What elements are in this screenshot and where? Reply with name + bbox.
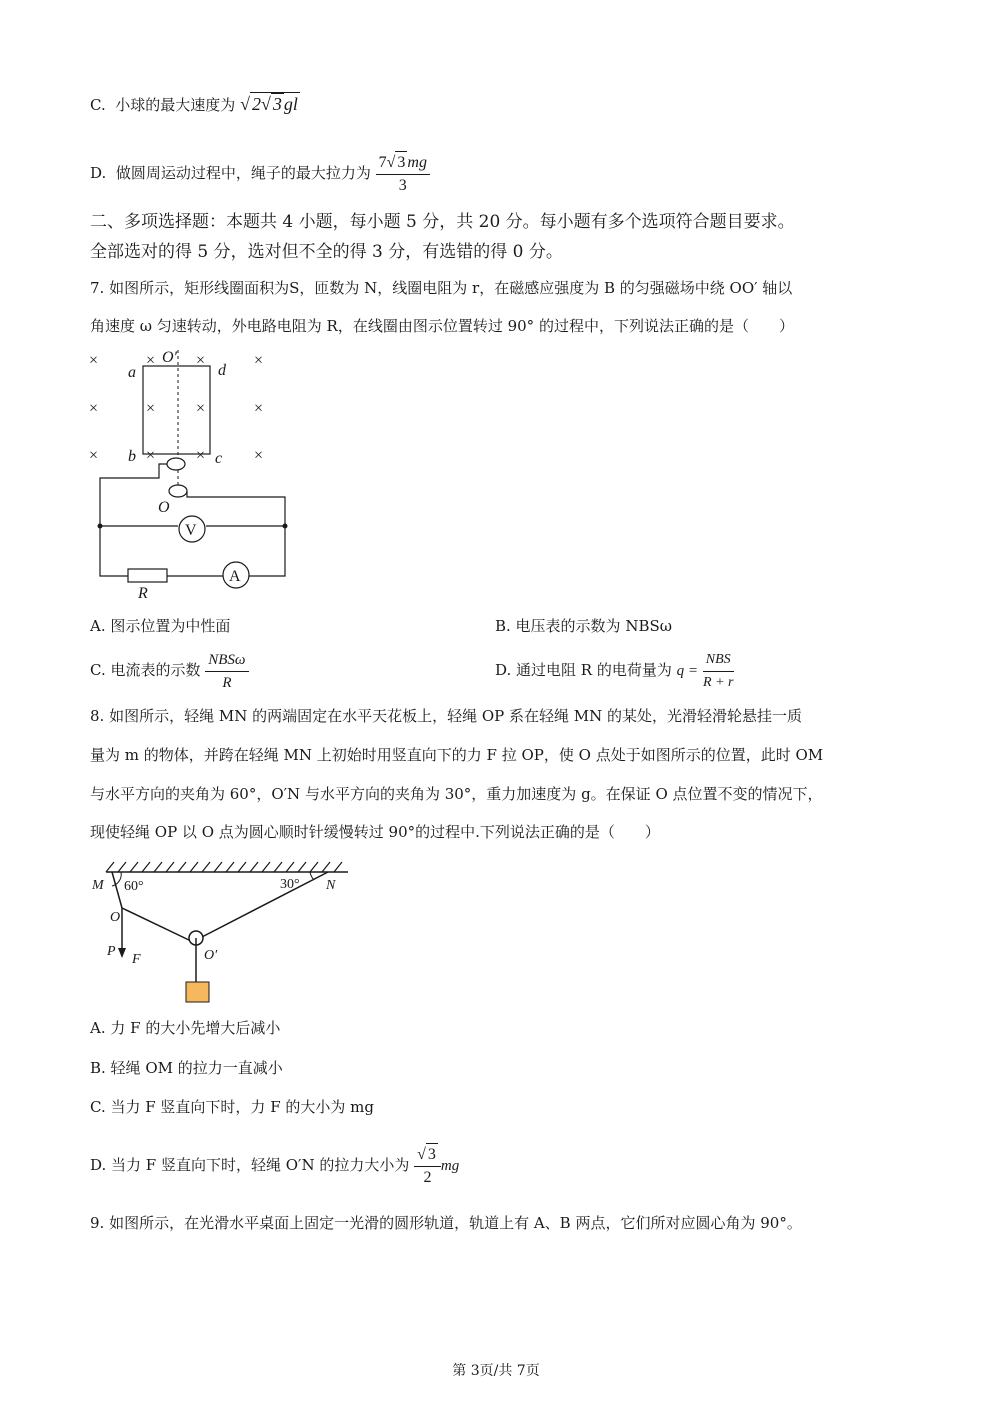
q7-option-a: A. 图示位置为中性面 — [90, 617, 231, 635]
angle-30: 30° — [280, 877, 300, 892]
q6-c-expression: √ 2√ 3 gl — [240, 94, 298, 114]
cross-mark: × — [254, 352, 264, 369]
q6-option-d: D. 做圆周运动过程中，绳子的最大拉力为 $\frac{7√ 3 mg}{3}$ — [90, 148, 430, 198]
q7-option-d: D. 通过电阻 R 的电荷量为 q = $\frac{\text{NBS}}{R + r}$ — [495, 646, 734, 694]
q8-stem-line-2: 量为 m 的物体，并跨在轻绳 MN 上初始时用竖直向下的力 F 拉 OP，使 O 点处于如图所示的位置，此时 OM — [90, 746, 824, 764]
cross-mark: × — [196, 352, 206, 369]
q8-option-c: C. 当力 F 竖直向下时，力 F 的大小为 mg — [90, 1098, 374, 1116]
cross-mark: × — [89, 352, 99, 369]
q7-c-fraction: $\frac{\text{NBSω}}{R}$ — [205, 649, 248, 694]
q8-stem-line-3: 与水平方向的夹角为 60°，O′N 与水平方向的夹角为 30°，重力加速度为 g。在保证 O 点位置不变的情况下， — [90, 785, 823, 803]
angle-60: 60° — [124, 879, 144, 894]
ammeter-label: A — [229, 568, 241, 585]
cross-mark: × — [146, 400, 156, 417]
cross-mark: × — [196, 400, 206, 417]
q8-d-fraction: $\frac{√ 3}{2}$ — [414, 1143, 441, 1189]
label-m: M — [92, 878, 104, 893]
label-d: d — [218, 362, 226, 379]
q6-option-c: C. 小球的最大速度为 √ 2√ 3 gl — [90, 94, 298, 114]
q7-stem-line-2: 角速度 ω 匀速转动，外电路电阻为 R，在线圈由图示位置转过 90° 的过程中，下列说法正确的是（ ） — [90, 317, 794, 335]
q8-option-d: D. 当力 F 竖直向下时，轻绳 O′N 的拉力大小为 $\frac{√ 3}{2}$ mg — [90, 1138, 459, 1192]
q8-stem-line-4: 现使轻绳 OP 以 O 点为圆心顺时针缓慢转过 90°的过程中.下列说法正确的是（ ） — [90, 823, 660, 841]
section-2-line-2: 全部选对的得 5 分，选对但不全的得 3 分，有选错的得 0 分。 — [90, 242, 563, 262]
cross-mark: × — [254, 447, 264, 464]
cross-mark: × — [89, 447, 99, 464]
q7-stem-line-1: 7. 如图所示，矩形线圈面积为S，匝数为 N，线圈电阻为 r，在磁感应强度为 B 的匀强磁场中绕 OO′ 轴以 — [90, 279, 793, 297]
q8-rope-figure — [88, 858, 358, 1008]
label-b: b — [128, 448, 136, 465]
cross-mark: × — [146, 447, 156, 464]
label-o: O — [158, 499, 170, 516]
label-o-prime: O′ — [204, 948, 218, 963]
label-n: N — [326, 878, 336, 893]
label-p: P — [107, 944, 116, 959]
page-footer: 第 3页/共 7页 — [452, 1363, 540, 1379]
cross-mark: × — [146, 352, 156, 369]
label-r: R — [138, 585, 148, 602]
cross-mark: × — [89, 400, 99, 417]
label-c: c — [215, 450, 223, 467]
q8-option-b: B. 轻绳 OM 的拉力一直减小 — [90, 1059, 283, 1077]
q7-circuit-figure — [80, 340, 300, 605]
q7-option-c: C. 电流表的示数 $\frac{\text{NBSω}}{R}$ — [90, 646, 249, 694]
cross-mark: × — [254, 400, 264, 417]
q8-option-a: A. 力 F 的大小先增大后减小 — [90, 1019, 281, 1037]
section-2-line-1: 二、多项选择题：本题共 4 小题，每小题 5 分，共 20 分。每小题有多个选项符合题目要求。 — [90, 212, 795, 232]
label-a: a — [128, 364, 136, 381]
label-o-prime: O′ — [162, 349, 178, 366]
q7-d-fraction: $\frac{\text{NBS}}{R + r}$ — [703, 649, 734, 694]
cross-mark: × — [196, 447, 206, 464]
q6-d-fraction: $\frac{7√ 3 mg}{3}$ — [376, 151, 430, 197]
label-f: F — [132, 952, 141, 967]
q8-stem-line-1: 8. 如图所示，轻绳 MN 的两端固定在水平天花板上，轻绳 OP 系在轻绳 MN 的某处，光滑轻滑轮悬挂一质 — [90, 707, 803, 725]
q9-stem-line-1: 9. 如图所示，在光滑水平桌面上固定一光滑的圆形轨道，轨道上有 A、B 两点，它们所对应圆心角为 90°。 — [90, 1214, 802, 1232]
voltmeter-label: V — [185, 522, 197, 539]
q7-option-b: B. 电压表的示数为 NBSω — [495, 617, 672, 635]
label-o: O — [110, 910, 121, 925]
